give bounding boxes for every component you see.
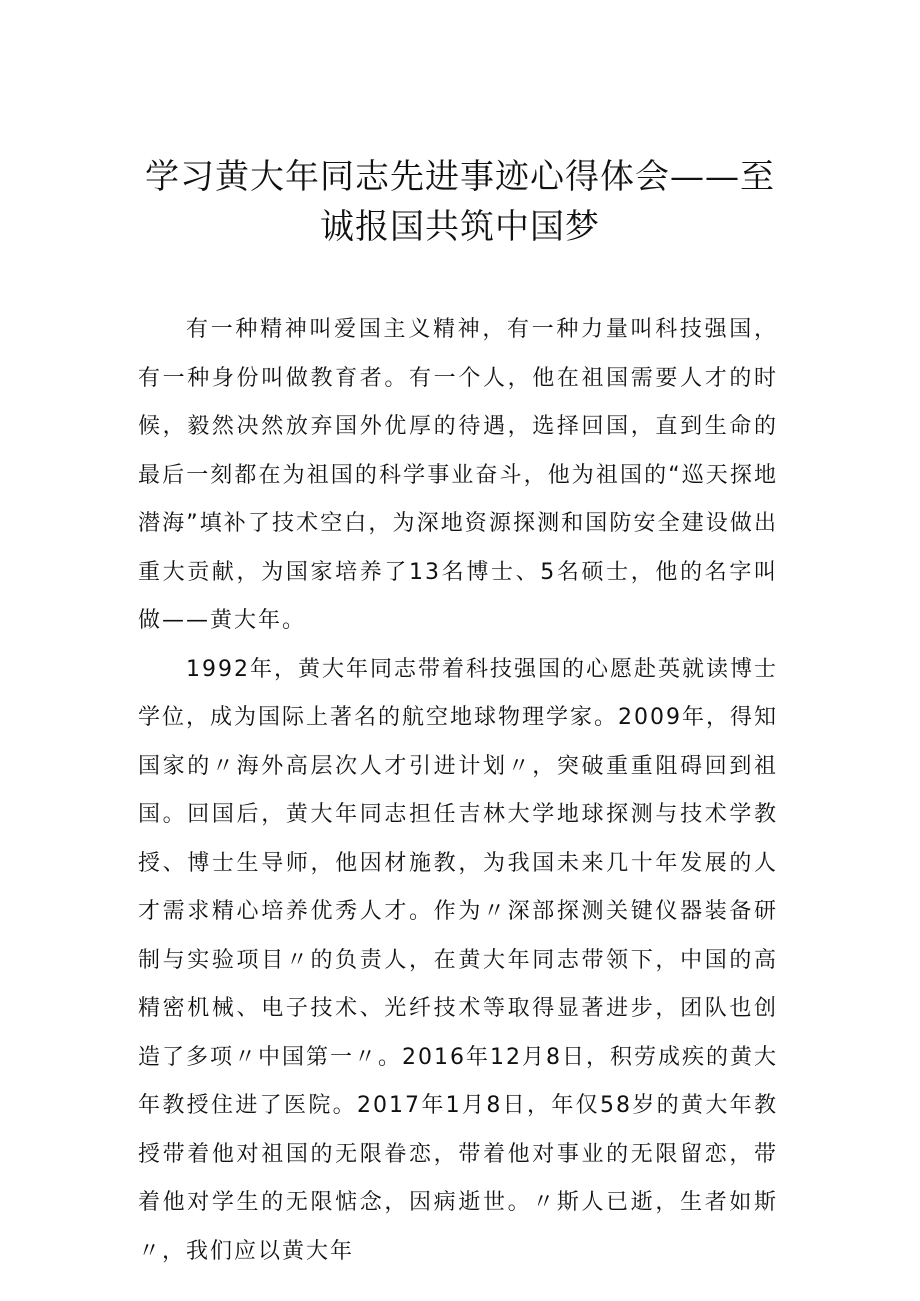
paragraph-2: 1992年，黄大年同志带着科技强国的心愿赴英就读博士学位，成为国际上著名的航空地球物理学家。2009年，得知国家的〃海外高层次人才引进计划〃，突破重重阻碍回到祖国。回国后，黄大年同志担任吉林大学地球探测与技术学教授、博士生导师，他因材施教，为我国未来几十年发展的人才需求精心培养优秀人才。作为〃深部探测关键仪器装备研制与实验项目〃的负责人，在黄大年同志带领下，中国的高精密机械、电子技术、光纤技术等取得显著进步，团队也创造了多项〃中国第一〃。2016年12月8日，积劳成疾的黄大年教授住进了医院。2017年1月8日，年仅58岁的黄大年教授带着他对祖国的无限眷恋，带着他对事业的无限留恋，带着他对学生的无限惦念，因病逝世。〃斯人已逝，生者如斯〃，我们应以黄大年 xyxy=(138,656,778,1264)
paragraph-1: 有一种精神叫爱国主义精神，有一种力量叫科技强国，有一种身份叫做教育者。有一个人，他在祖国需要人才的时候，毅然决然放弃国外优厚的待遇，选择回国，直到生命的最后一刻都在为祖国的科学事业奋斗，他为祖国的“巡天探地潜海”填补了技术空白，为深地资源探测和国防安全建设做出重大贡献，为国家培养了13名博士、5名硕士，他的名字叫做——黄大年。 xyxy=(138,317,778,633)
document-title-line-2: 诚报国共筑中国梦 xyxy=(320,207,600,247)
document-title xyxy=(120,152,800,252)
document-body xyxy=(138,306,778,1276)
document-title-line-1: 学习黄大年同志先进事迹心得体会——至 xyxy=(145,157,775,197)
